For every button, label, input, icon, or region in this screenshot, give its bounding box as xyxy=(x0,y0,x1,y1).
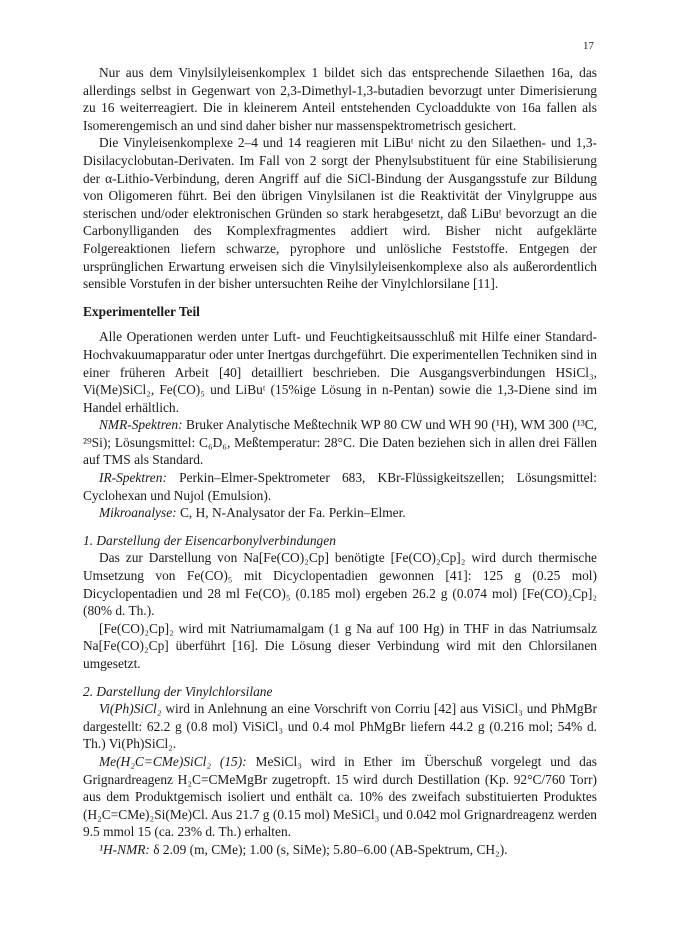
paragraph-me-h2c: Me(H₂C=CMe)SiCl₂ (15): MeSiCl₃ wird in Ether im Überschuß vorgelegt und das Grignardreagenz H₂C=CMeMgBr zugetropft. 15 wird durch Destillation (Kp. 92°C/760 Torr) aus dem Produktgemisch isoliert und enthält ca. 10% des zweifach substituierten Produktes (H₂C=CMe)₂Si(Me)Cl. Aus 21.7 g (0.15 mol) MeSiCl₃ und 0.042 mol Grignardreagenz werden 9.5 mmol 15 (ca. 23% d. Th.) erhalten. xyxy=(83,753,598,840)
nmr-label: NMR-Spektren xyxy=(99,417,179,433)
ir-text: Perkin–Elmer-Spektrometer 683, KBr-Flüssigkeitszellen; Lösungsmittel: Cyclohexan und Nujol (Emulsion). xyxy=(83,470,597,503)
me-h2c-text: MeSiCl₃ wird in Ether im Überschuß vorgelegt und das Grignardreagenz H₂C=CMeMgBr zugetropft. 15 wird durch Destillation (Kp. 92°C/760 Torr) aus dem Produktgemisch isoliert und enthält ca. 10% des zweifach substituierten Produktes (H₂C=CMe)₂Si(Me)Cl. Aus 21.7 g (0.15 mol) MeSiCl₃ und 0.042 mol Grignardreagenz werden 9.5 mmol 15 (ca. 23% d. Th.) erhalten. xyxy=(83,753,598,840)
me-h2c-label: Me(H₂C=CMe)SiCl₂ (15) xyxy=(99,753,243,769)
micro-text: C, H, N-Analysator der Fa. Perkin–Elmer. xyxy=(179,505,406,521)
paragraph-operationen: Alle Operationen werden unter Luft- und Feuchtigkeitsausschluß mit Hilfe einer Standard-Hochvakuumapparatur oder unter Inertgas durchgeführt. Die experimentellen Techniken sind in einer früheren Arbeit [40] detailliert beschrieben. Die Ausgangsverbindungen HSiCl₃, Vi(Me)SiCl₂, Fe(CO)₅ und LiBuᵗ (15%ige Lösung in n-Pentan) sowie die 1,3-Diene sind im Handel erhältlich. xyxy=(83,329,597,415)
vi-ph-text: wird in Anlehnung an eine Vorschrift von Corriu [42] aus ViSiCl₃ und PhMgBr dargestellt: 62.2 g (0.8 mol) ViSiCl₃ und 0.4 mol PhMgBr liefern 44.2 g (0.216 mol; 54% d. Th.) Vi(Ph)SiCl₂. xyxy=(83,701,597,752)
page-body xyxy=(83,64,597,859)
h-nmr-text: δ 2.09 (m, CMe); 1.00 (s, SiMe); 5.80–6.00 (AB-Spektrum, CH₂). xyxy=(153,841,508,857)
paragraph-natriumamalgam: [Fe(CO)₂Cp]₂ wird mit Natriumamalgam (1 g Na auf 100 Hg) in THF in das Natriumsalz Na[Fe(CO)₂Cp] überführt [16]. Die Lösung dieser Verbindung wird mit den Chlorsilanen umgesetzt. xyxy=(83,620,597,671)
paragraph-mikroanalyse: Mikroanalyse: C, H, N-Analysator der Fa. Perkin–Elmer. xyxy=(99,505,406,521)
section-heading: Experimenteller Teil xyxy=(83,303,200,319)
paragraph-vinyleisenkomplexe: Die Vinyleisenkomplexe 2–4 und 14 reagieren mit LiBuᵗ nicht zu den Silaethen- und 1,3-Disilacyclobutan-Derivaten. Im Fall von 2 sorgt der Phenylsubstituent für eine Stabilisierung der α-Lithio-Verbindung, deren Angriff auf die SiCl-Bindung der Ausgangsstufe zur Bildung von Oligomeren führt. Bei den übrigen Vinylsilanen ist die Reaktivität der Vinylgruppe aus sterischen und/oder elektronischen Gründen so stark herabgesetzt, daß LiBuᵗ bevorzugt an die Carbonylliganden des Komplexfragmentes addiert wird. Bisher nicht aufgeklärte Folgereaktionen liefern schwarze, pyrophore und unlösliche Feststoffe. Entgegen der ursprünglichen Erwartung erweisen sich die Vinylsilyleisenkomplexe also als außerordentlich sensible Vorstufen in der bisher untersuchten Reihe der Vinylchlorsilane [11]. xyxy=(83,135,597,292)
paragraph-silaethen: Nur aus dem Vinylsilyleisenkomplex 1 bildet sich das entsprechende Silaethen 16a, das allerdings selbst in Gegenwart von 2,3-Dimethyl-1,3-butadien bevorzugt unter Dimerisierung zu 16 weiterreagiert. Die in kleinerem Anteil entstehenden Cycloaddukte von 16a fallen als Isomerengemisch an und sind daher bisher nur massenspektrometrisch gesichert. xyxy=(83,65,597,133)
paragraph-vi-ph xyxy=(83,700,597,753)
micro-label: Mikroanalyse xyxy=(99,505,173,521)
subsection-heading-1: 1. Darstellung der Eisencarbonylverbindungen xyxy=(83,532,336,548)
ir-label: IR-Spektren xyxy=(99,470,163,486)
page-number: 17 xyxy=(583,40,594,52)
subsection-heading-2: 2. Darstellung der Vinylchlorsilane xyxy=(83,683,273,699)
h-nmr-label: ¹H-NMR xyxy=(99,841,146,857)
paragraph-h-nmr: ¹H-NMR: δ 2.09 (m, CMe); 1.00 (s, SiMe); 5.80–6.00 (AB-Spektrum, CH₂). xyxy=(99,841,508,857)
paragraph-nmr: NMR-Spektren: Bruker Analytische Meßtechnik WP 80 CW und WH 90 (¹H), WM 300 (¹³C, ²⁹Si); Lösungsmittel: C₆D₆, Meßtemperatur: 28°C. Die Daten beziehen sich in allen drei Fällen auf TMS als Standard. xyxy=(83,417,597,468)
paragraph-ir: IR-Spektren: Perkin–Elmer-Spektrometer 683, KBr-Flüssigkeitszellen; Lösungsmittel: Cyclohexan und Nujol (Emulsion). xyxy=(83,470,597,503)
paragraph-darstellung-1: Das zur Darstellung von Na[Fe(CO)₂Cp] benötigte [Fe(CO)₂Cp]₂ wird durch thermische Umsetzung von Fe(CO)₅ mit Dicyclopentadien gewonnen [41]: 125 g (0.25 mol) Dicyclopentadien und 28 ml Fe(CO)₅ (0.185 mol) ergeben 26.2 g (0.074 mol) [Fe(CO)₂Cp]₂ (80% d. Th.). xyxy=(83,550,597,619)
vi-ph-label: Vi(Ph)SiCl₂ xyxy=(99,701,162,717)
nmr-text: Bruker Analytische Meßtechnik WP 80 CW und WH 90 (¹H), WM 300 (¹³C, ²⁹Si); Lösungsmittel: C₆D₆, Meßtemperatur: 28°C. Die Daten beziehen sich in allen drei Fällen auf TMS als Standard. xyxy=(83,417,597,468)
